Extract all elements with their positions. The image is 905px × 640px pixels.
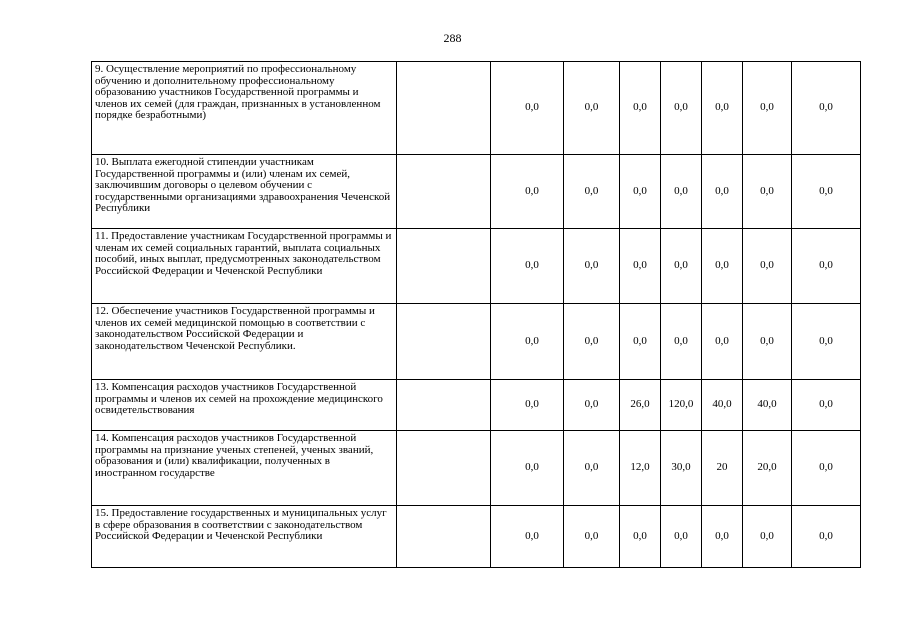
empty-cell bbox=[397, 155, 491, 229]
empty-cell bbox=[397, 431, 491, 506]
value-cell: 0,0 bbox=[620, 506, 661, 568]
value-cell: 0,0 bbox=[564, 506, 620, 568]
value-cell: 0,0 bbox=[702, 62, 743, 155]
value-cell: 0,0 bbox=[661, 506, 702, 568]
value-cell: 0,0 bbox=[702, 304, 743, 380]
value-cell: 0,0 bbox=[564, 431, 620, 506]
empty-cell bbox=[397, 380, 491, 431]
measure-description: 12. Обеспечение участников Государственной программы и членов их семей медицинской помощью в соответствии с законодательством Российской Федерации и законодательством Чеченской Республики. bbox=[92, 304, 397, 380]
value-cell: 0,0 bbox=[743, 506, 792, 568]
value-cell: 0,0 bbox=[620, 155, 661, 229]
value-cell: 0,0 bbox=[491, 155, 564, 229]
value-cell: 12,0 bbox=[620, 431, 661, 506]
value-cell: 120,0 bbox=[661, 380, 702, 431]
value-cell: 0,0 bbox=[491, 431, 564, 506]
value-cell: 0,0 bbox=[792, 506, 861, 568]
value-cell: 0,0 bbox=[661, 62, 702, 155]
measure-description: 9. Осуществление мероприятий по профессиональному обучению и дополнительному профессиональному образованию участников Государственной программы и членов их семей (для граждан, признанных в установленном порядке безработными) bbox=[92, 62, 397, 155]
empty-cell bbox=[397, 304, 491, 380]
value-cell: 0,0 bbox=[661, 229, 702, 304]
table-row bbox=[92, 506, 861, 568]
empty-cell bbox=[397, 62, 491, 155]
value-cell: 0,0 bbox=[491, 62, 564, 155]
value-cell: 0,0 bbox=[491, 229, 564, 304]
value-cell: 0,0 bbox=[792, 229, 861, 304]
value-cell: 0,0 bbox=[792, 155, 861, 229]
value-cell: 0,0 bbox=[564, 155, 620, 229]
value-cell: 0,0 bbox=[620, 229, 661, 304]
value-cell: 0,0 bbox=[491, 506, 564, 568]
value-cell: 0,0 bbox=[564, 304, 620, 380]
value-cell: 20 bbox=[702, 431, 743, 506]
program-measures-table bbox=[91, 61, 861, 568]
measure-description: 11. Предоставление участникам Государственной программы и членам их семей социальных гарантий, выплата социальных пособий, иных выплат, предусмотренных законодательством Российской Федерации и Чеченской Республики bbox=[92, 229, 397, 304]
value-cell: 26,0 bbox=[620, 380, 661, 431]
value-cell: 0,0 bbox=[564, 380, 620, 431]
value-cell: 0,0 bbox=[702, 506, 743, 568]
measure-description: 14. Компенсация расходов участников Государственной программы на признание ученых степеней, ученых званий, образования и (или) квалификации, полученных в иностранном государстве bbox=[92, 431, 397, 506]
value-cell: 30,0 bbox=[661, 431, 702, 506]
value-cell: 0,0 bbox=[620, 304, 661, 380]
value-cell: 0,0 bbox=[743, 155, 792, 229]
value-cell: 0,0 bbox=[792, 62, 861, 155]
value-cell: 0,0 bbox=[792, 304, 861, 380]
value-cell: 0,0 bbox=[620, 62, 661, 155]
value-cell: 0,0 bbox=[491, 380, 564, 431]
measure-description: 10. Выплата ежегодной стипендии участникам Государственной программы и (или) членам их семей, заключившим договоры о целевом обучении с государственными организациями здравоохранения Чеченской Республики bbox=[92, 155, 397, 229]
value-cell: 0,0 bbox=[564, 229, 620, 304]
value-cell: 0,0 bbox=[792, 431, 861, 506]
value-cell: 0,0 bbox=[743, 304, 792, 380]
empty-cell bbox=[397, 506, 491, 568]
table-row bbox=[92, 155, 861, 229]
table-row bbox=[92, 62, 861, 155]
table-row bbox=[92, 304, 861, 380]
table-row bbox=[92, 380, 861, 431]
value-cell: 0,0 bbox=[743, 229, 792, 304]
value-cell: 0,0 bbox=[792, 380, 861, 431]
value-cell: 0,0 bbox=[702, 229, 743, 304]
value-cell: 20,0 bbox=[743, 431, 792, 506]
table-row bbox=[92, 229, 861, 304]
value-cell: 0,0 bbox=[702, 155, 743, 229]
value-cell: 0,0 bbox=[743, 62, 792, 155]
measure-description: 13. Компенсация расходов участников Государственной программы и членов их семей на прохождение медицинского освидетельствования bbox=[92, 380, 397, 431]
value-cell: 0,0 bbox=[564, 62, 620, 155]
value-cell: 0,0 bbox=[661, 304, 702, 380]
value-cell: 0,0 bbox=[661, 155, 702, 229]
table-row bbox=[92, 431, 861, 506]
value-cell: 40,0 bbox=[743, 380, 792, 431]
value-cell: 0,0 bbox=[491, 304, 564, 380]
empty-cell bbox=[397, 229, 491, 304]
value-cell: 40,0 bbox=[702, 380, 743, 431]
page-number: 288 bbox=[443, 31, 462, 45]
measure-description: 15. Предоставление государственных и муниципальных услуг в сфере образования в соответствии с законодательством Российской Федерации и Чеченской Республики bbox=[92, 506, 397, 568]
